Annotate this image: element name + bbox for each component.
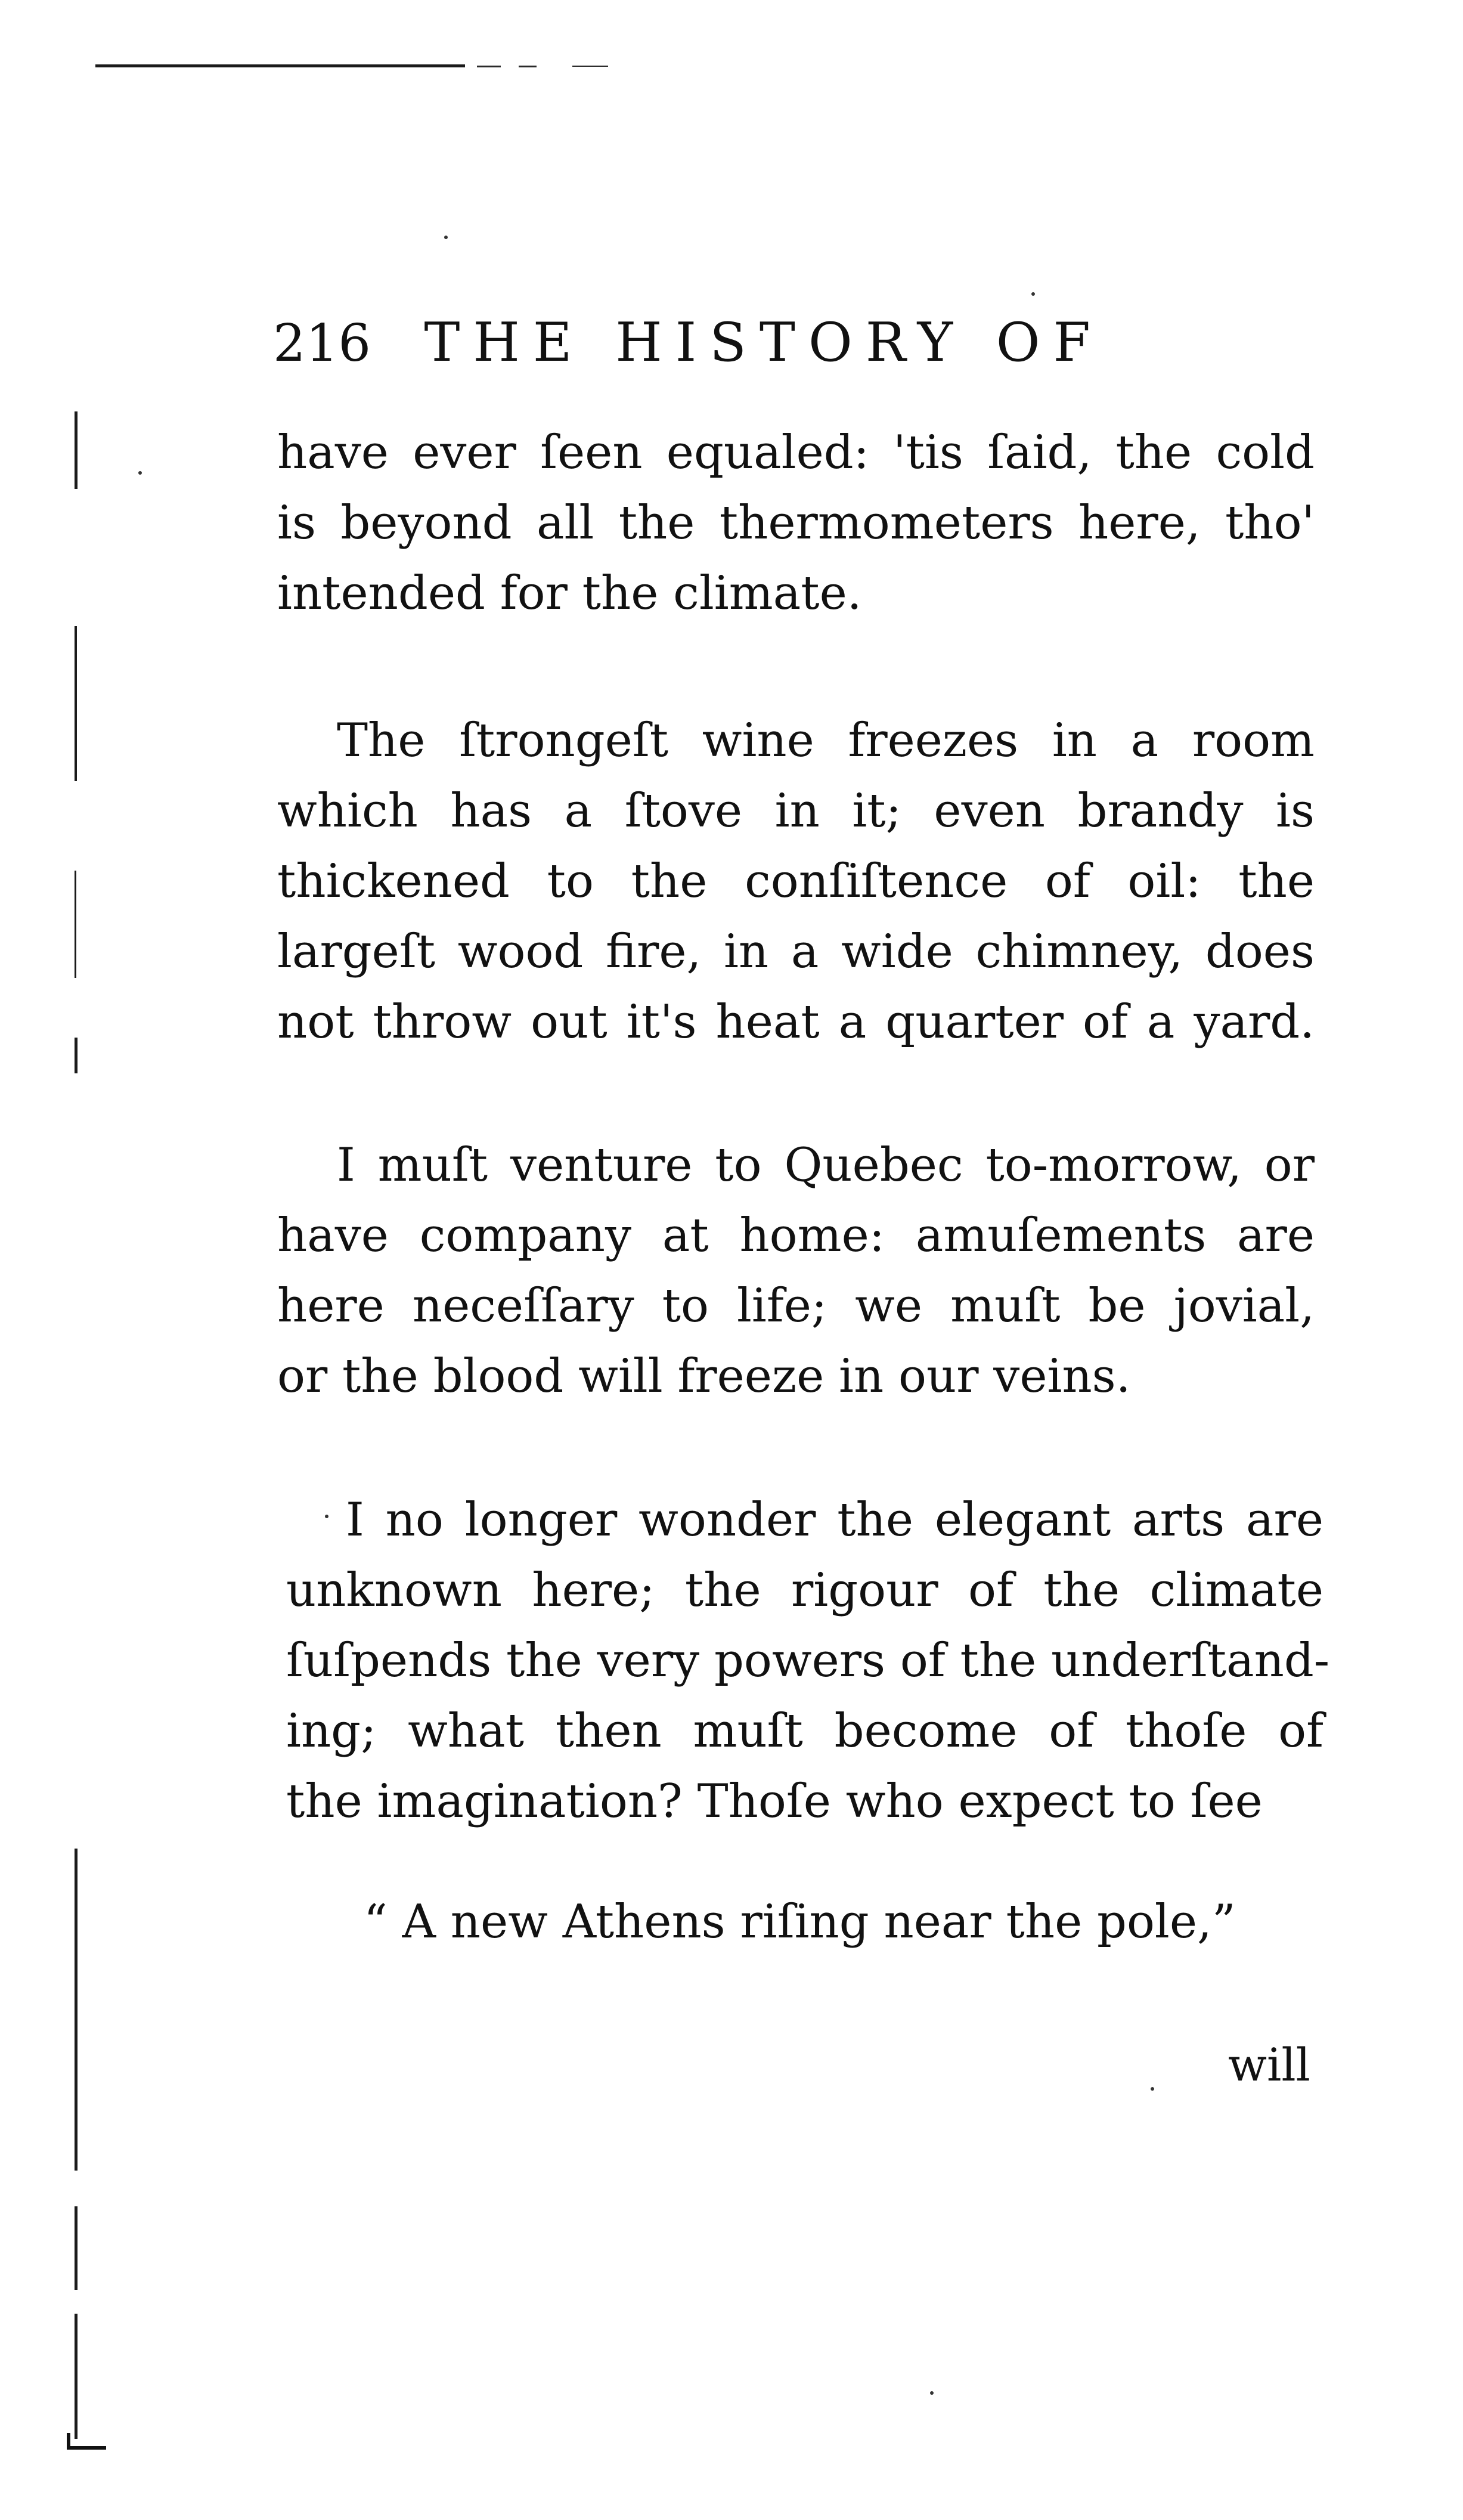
- text-line: have company at home: amuſements are: [277, 1209, 1315, 1262]
- text-line: intended for the climate.: [277, 566, 862, 620]
- scan-left-edge: [75, 411, 78, 489]
- page-number: 216: [273, 314, 371, 373]
- text-line: ſuſpends the very powers of the underſtand-: [286, 1634, 1330, 1688]
- text-line: here neceſſary to life; we muſt be jovial,: [277, 1279, 1315, 1333]
- scan-left-edge: [75, 2314, 78, 2439]
- paragraph: [277, 705, 1315, 1057]
- scan-top-dash: [572, 66, 608, 67]
- text-line: The ſtrongeſt wine freezes in a room: [337, 714, 1315, 767]
- scan-top-rule: [95, 64, 465, 67]
- scan-left-edge: [75, 626, 77, 781]
- scan-corner-mark: [67, 2433, 106, 2450]
- text-line: ing; what then muſt become of thoſe of: [286, 1704, 1323, 1758]
- scan-speck: [930, 2391, 934, 2395]
- paragraph: [277, 1130, 1315, 1411]
- text-line: have ever ſeen equaled: 'tis ſaid, the cold: [277, 426, 1315, 479]
- scan-left-edge: [75, 1038, 78, 1073]
- text-line: not throw out it's heat a quarter of a yard.: [277, 995, 1315, 1049]
- text-line: I muſt venture to Quebec to-morrow, or: [337, 1138, 1315, 1192]
- scan-left-edge: [75, 1849, 78, 2171]
- scan-speck: [444, 236, 448, 239]
- text-line: which has a ſtove in it; even brandy is: [277, 784, 1315, 838]
- scan-speck: [1031, 292, 1035, 296]
- scan-left-edge: [75, 871, 76, 978]
- scan-left-edge: [75, 2206, 78, 2290]
- text-line: the imagination? Thoſe who expect to ſee: [286, 1775, 1263, 1828]
- scan-speck: [1151, 2087, 1154, 2091]
- scan-top-dash: [519, 66, 537, 67]
- text-line: unknown here; the rigour of the climate: [286, 1564, 1323, 1617]
- text-line: thickened to the conſiſtence of oil: the: [277, 855, 1315, 908]
- paragraph: [286, 1485, 1330, 1837]
- text-line: is beyond all the thermometers here, tho': [277, 496, 1315, 550]
- block-quotation: “ A new Athens riſing near the pole,”: [364, 1895, 1236, 1949]
- text-line: I no longer wonder the elegant arts are: [346, 1493, 1323, 1547]
- page-header: [273, 310, 1221, 382]
- catchword: will: [1228, 2038, 1310, 2091]
- text-line: or the blood will freeze in our veins.: [277, 1349, 1131, 1403]
- scan-top-dash: [477, 66, 501, 67]
- scan-speck: [138, 471, 142, 475]
- paragraph: [277, 417, 1315, 629]
- text-line: largeſt wood fire, in a wide chimney, does: [277, 925, 1315, 979]
- running-title: THE HISTORY OF: [424, 311, 1104, 374]
